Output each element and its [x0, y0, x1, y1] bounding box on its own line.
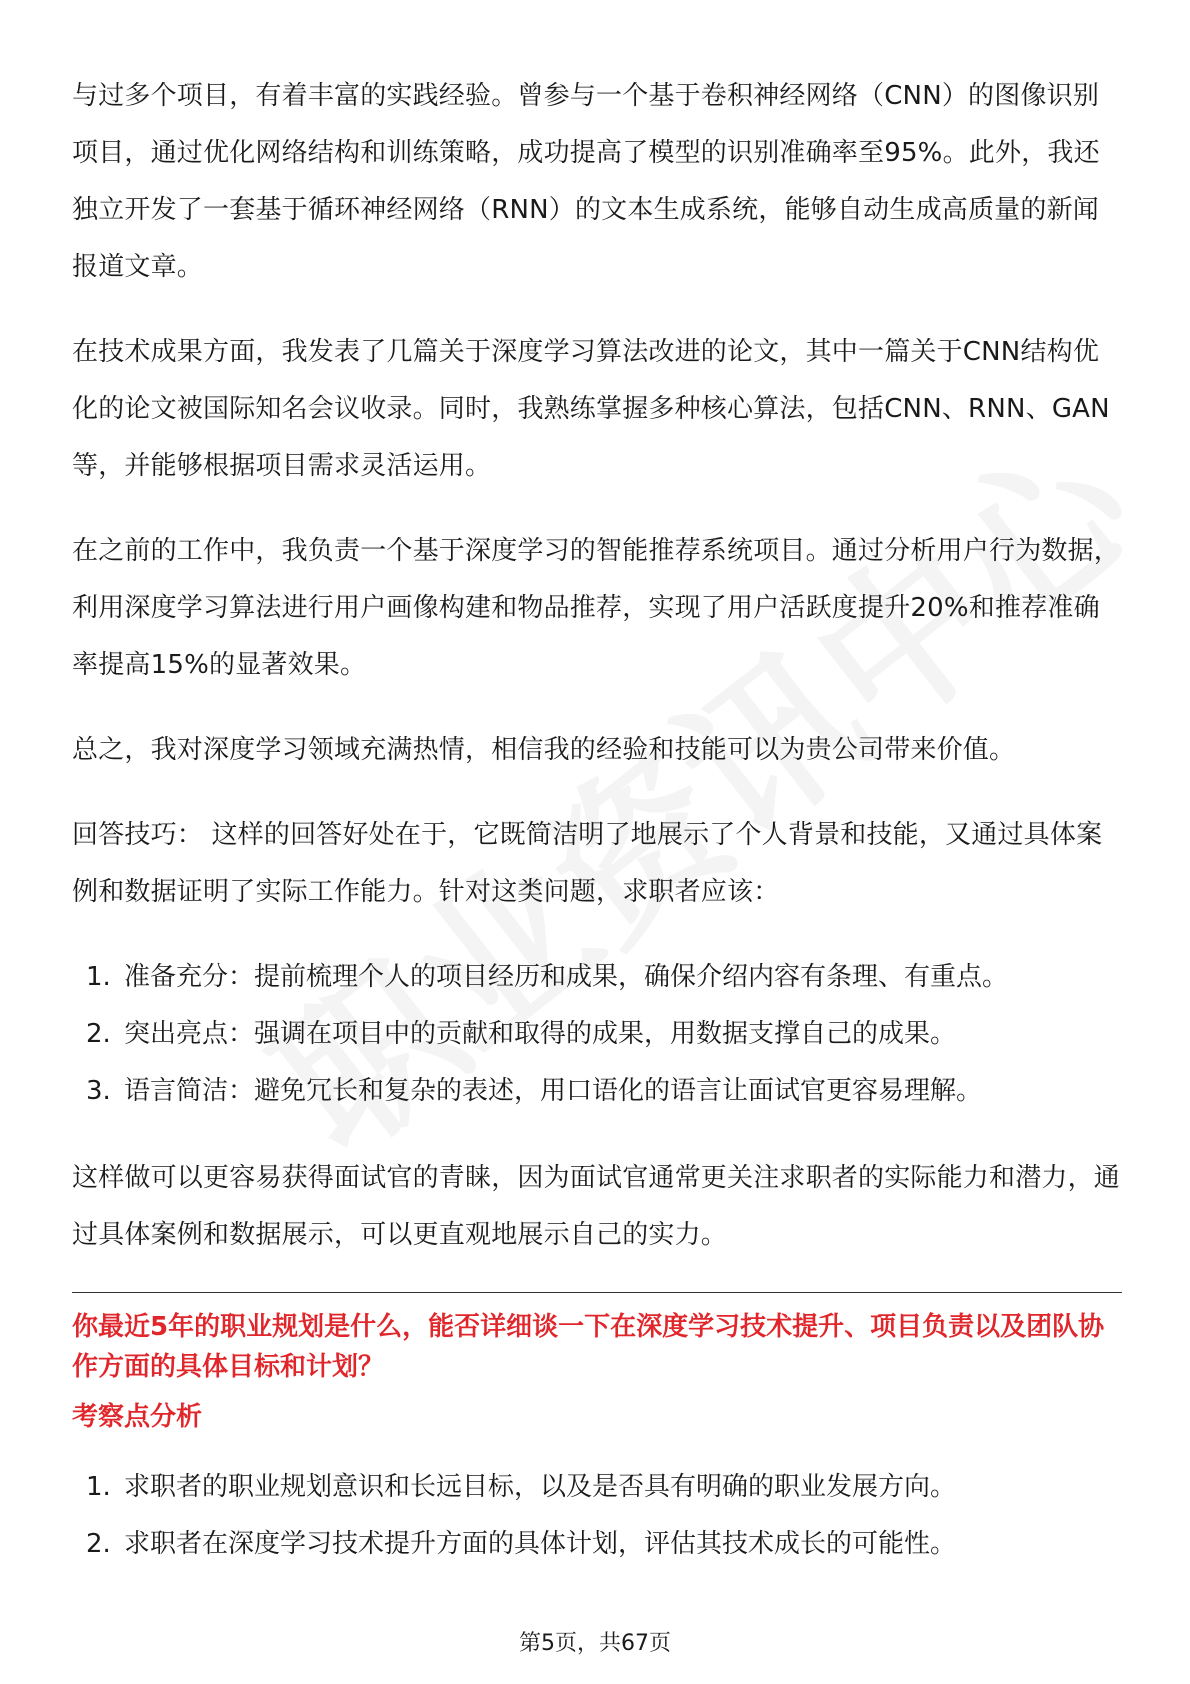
- list-item: 2. 突出亮点：强调在项目中的贡献和取得的成果，用数据支撑自己的成果。: [86, 1019, 957, 1049]
- interview-question: 你最近5年的职业规划是什么，能否详细谈一下在深度学习技术提升、项目负责以及团队协作方面的具体目标和计划？: [72, 1312, 1105, 1382]
- list-item: 1. 准备充分：提前梳理个人的项目经历和成果，确保介绍内容有条理、有重点。: [86, 962, 1009, 992]
- document-page: [72, 68, 1122, 1603]
- paragraph-answer-tips: 回答技巧： 这样的回答好处在于，它既简洁明了地展示了个人背景和技能，又通过具体案例和数据证明了实际工作能力。针对这类问题，求职者应该：: [72, 820, 1103, 907]
- analysis-heading: 考察点分析: [72, 1402, 203, 1432]
- list-item: 1. 求职者的职业规划意识和长远目标，以及是否具有明确的职业发展方向。: [86, 1472, 957, 1502]
- list-item: 3. 语言简洁：避免冗长和复杂的表述，用口语化的语言让面试官更容易理解。: [86, 1076, 983, 1106]
- list-item: 2. 求职者在深度学习技术提升方面的具体计划，评估其技术成长的可能性。: [86, 1529, 957, 1559]
- paragraph-achievements: 在技术成果方面，我发表了几篇关于深度学习算法改进的论文，其中一篇关于CNN结构优化的论文被国际知名会议收录。同时，我熟练掌握多种核心算法，包括CNN、RNN、GAN等，并能够根据项目需求灵活运用。: [72, 337, 1110, 481]
- page-number-footer: 第5页，共67页: [519, 1631, 671, 1656]
- analysis-list: [72, 1459, 1122, 1573]
- paragraph-previous-work: 在之前的工作中，我负责一个基于深度学习的智能推荐系统项目。通过分析用户行为数据，利用深度学习算法进行用户画像构建和物品推荐，实现了用户活跃度提升20%和推荐准确率提高15%的显著效果。: [72, 536, 1121, 680]
- paragraph-summary: 总之，我对深度学习领域充满热情，相信我的经验和技能可以为贵公司带来价值。: [72, 735, 1016, 765]
- tips-list: [72, 949, 1122, 1120]
- paragraph-closing: 这样做可以更容易获得面试官的青睐，因为面试官通常更关注求职者的实际能力和潜力，通过具体案例和数据展示，可以更直观地展示自己的实力。: [72, 1163, 1121, 1250]
- section-divider: [72, 1292, 1122, 1293]
- paragraph-experience: 与过多个项目，有着丰富的实践经验。曾参与一个基于卷积神经网络（CNN）的图像识别项目，通过优化网络结构和训练策略，成功提高了模型的识别准确率至95%。此外，我还独立开发了一套基于循环神经网络（RNN）的文本生成系统，能够自动生成高质量的新闻报道文章。: [72, 81, 1100, 282]
